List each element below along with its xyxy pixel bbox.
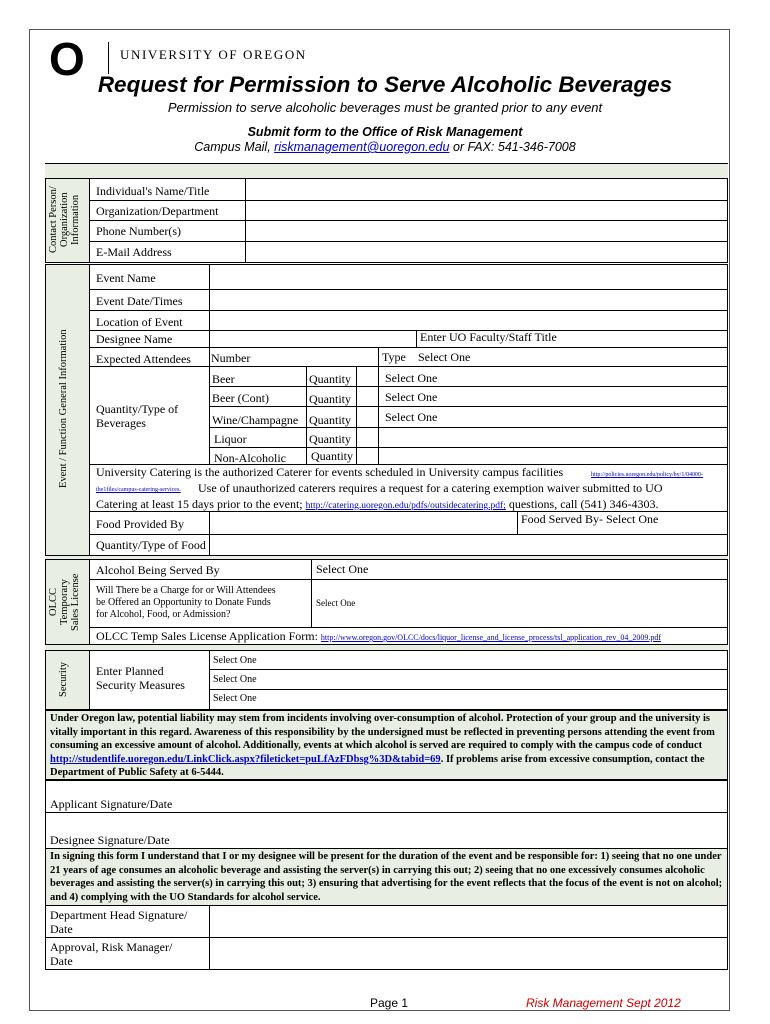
catering-line-2: Use of unauthorized caterers requires a request for a catering exemption waiver submitted to UO: [198, 481, 663, 495]
attendees-label: Expected Attendees: [96, 352, 191, 366]
dept-head-signature-field[interactable]: [211, 907, 726, 936]
email-label: E-Mail Address: [96, 245, 172, 259]
university-name: UNIVERSITY OF OREGON: [120, 47, 307, 62]
liquor-label: Liquor: [214, 432, 247, 446]
alcohol-served-label: Alcohol Being Served By: [96, 563, 220, 577]
wine-type-select[interactable]: Select One: [385, 410, 438, 424]
organization-field[interactable]: [247, 201, 726, 219]
applicant-signature-field[interactable]: [220, 782, 726, 811]
security-measures-label: Enter Planned Security Measures: [96, 664, 185, 692]
campus-contact: [0, 140, 770, 154]
food-served-select[interactable]: Food Served By- Select One: [521, 512, 659, 526]
form-subtitle: Permission to serve alcoholic beverages must be granted prior to any event: [167, 100, 603, 115]
event-side-label: Event / Function General Information: [58, 329, 69, 489]
security-side-label: Security: [58, 662, 69, 698]
charge-question: Will There be a Charge for or Will Attendees be Offered an Opportunity to Donate Funds for Alcohol, Food, or Admission?: [96, 585, 276, 620]
event-date-label: Event Date/Times: [96, 294, 183, 308]
catering-line-3: Catering at least 15 days prior to the event; http://catering.uoregon.edu/pdfs/outsidecatering.pdf; questions, call (541) 346-4303.: [96, 497, 659, 511]
liability-notice: Under Oregon law, potential liability may stem from incidents involving over-consumption of alcohol. Protection of your group and the university is vitally important in this regard. Awareness of this responsibility by the undersigned must be reflected in preventing persons attending the event from consuming an excessive amount of alcohol. Additionally, events at which alcohol is served are required to comply with the campus code of conduct http://studentlife.uoregon.edu/LinkClick.aspx?fileticket=puLfAzFDbsg%3D&tabid=69. If problems arise from excessive consumption, contact the Department of Public Safety at 6-5444.: [50, 713, 715, 778]
designee-field[interactable]: [211, 331, 415, 346]
liquor-quantity-label: Quantity: [309, 432, 351, 446]
phone-label: Phone Number(s): [96, 224, 181, 238]
catering-policy-link-2[interactable]: the1files/campus-catering-services.: [96, 487, 181, 493]
responsibility-statement: In signing this form I understand that I or my designee will be present for the duration of the event and be responsible for: 1) seeing that no one under 21 years of age consumes an alcoholic beverage and assisting the server(s) in carrying this out; 2) seeing that no one excessively consumes alcoholic beverages and assisting the server(s) in carrying this out; 3) ensuring that advertising for the event reflects that the focus of the event is not on alcohol; and 4) complying with the UO Standards for alcohol service.: [50, 851, 723, 903]
beer-label: Beer: [212, 372, 235, 386]
individual-name-field[interactable]: [247, 180, 726, 199]
campus-suffix: or FAX: 541-346-7008: [452, 140, 576, 154]
alcohol-served-select[interactable]: Select One: [316, 562, 369, 576]
risk-email-link[interactable]: riskmanagement@uoregon.edu: [274, 140, 450, 154]
event-date-field[interactable]: [211, 291, 726, 309]
wine-quantity-label: Quantity: [309, 413, 351, 427]
event-name-field[interactable]: [211, 266, 726, 288]
non-alcoholic-label: Non-Alcoholic: [214, 451, 286, 465]
type-label: Type: [382, 350, 406, 364]
designee-signature-label: Designee Signature/Date: [50, 833, 170, 847]
food-quantity-field[interactable]: [211, 535, 726, 555]
beer-quantity-label: Quantity: [309, 372, 351, 386]
olcc-side-label: OLCC Temporary Sales License: [48, 573, 81, 631]
page-number: Page 1: [370, 996, 409, 1010]
attendee-number-field[interactable]: [258, 349, 376, 365]
location-field[interactable]: [211, 312, 726, 329]
non-alcoholic-quantity-label: Quantity: [311, 449, 353, 463]
event-name-label: Event Name: [96, 271, 156, 285]
university-logo: O: [49, 33, 85, 85]
license-form-line: OLCC Temp Sales License Application Form: http://www.oregon.gov/OLCC/docs/liquor_license_and_license_process/tsl_application_rev_04_2009.pdf: [96, 629, 662, 643]
beer-cont-type-select[interactable]: Select One: [385, 390, 438, 404]
dept-head-signature-label: Department Head Signature/ Date: [50, 908, 188, 936]
food-provided-field[interactable]: [211, 512, 515, 533]
email-field[interactable]: [247, 242, 726, 262]
risk-manager-approval-label: Approval, Risk Manager/ Date: [50, 940, 173, 968]
license-form-link[interactable]: http://www.oregon.gov/OLCC/docs/liquor_license_and_license_process/tsl_application_rev_04_2009.pdf: [320, 633, 662, 642]
beer-type-select[interactable]: Select One: [385, 371, 438, 385]
code-of-conduct-link[interactable]: http://studentlife.uoregon.edu/LinkClick.aspx?fileticket=puLfAzFDbsg%3D&tabid=69: [50, 753, 441, 765]
catering-line-1: University Catering is the authorized Caterer for events scheduled in University campus facilities: [96, 465, 564, 479]
phone-field[interactable]: [247, 221, 726, 240]
campus-prefix: Campus Mail,: [194, 140, 271, 154]
contact-side-label: Contact Person/ Organization Information: [48, 186, 81, 254]
applicant-signature-label: Applicant Signature/Date: [50, 797, 173, 811]
individual-name-label: Individual's Name/Title: [96, 184, 210, 198]
security-select-1[interactable]: Select One: [213, 655, 257, 666]
uo-title-select[interactable]: Enter UO Faculty/Staff Title: [420, 330, 557, 344]
organization-label: Organization/Department: [96, 204, 219, 218]
beer-cont-quantity-label: Quantity: [309, 392, 351, 406]
catering-policy-link-1[interactable]: http://policies.uoregon.edu/policy/by/1/04000-: [591, 472, 703, 478]
beverages-label: Quantity/Type of Beverages: [96, 402, 179, 430]
charge-select[interactable]: Select One: [316, 598, 356, 608]
risk-manager-approval-field[interactable]: [211, 939, 726, 969]
logo-divider: [108, 42, 109, 74]
number-label: Number: [211, 351, 251, 365]
revision-date: Risk Management Sept 2012: [526, 996, 681, 1010]
food-provided-label: Food Provided By: [96, 517, 185, 531]
location-label: Location of Event: [96, 315, 183, 329]
food-quantity-label: Quantity/Type of Food: [96, 538, 206, 552]
designee-label: Designee Name: [96, 332, 173, 346]
attendee-type-select[interactable]: Select One: [418, 350, 471, 364]
outside-catering-link[interactable]: http://catering.uoregon.edu/pdfs/outsidecatering.pdf;: [305, 501, 506, 511]
designee-signature-field[interactable]: [220, 814, 726, 847]
security-select-3[interactable]: Select One: [213, 693, 257, 704]
security-select-2[interactable]: Select One: [213, 674, 257, 685]
wine-label: Wine/Champagne: [212, 413, 299, 427]
section-spacer: [45, 163, 728, 179]
form-title: Request for Permission to Serve Alcoholic Beverages: [97, 72, 673, 97]
beer-cont-label: Beer (Cont): [212, 391, 269, 405]
submit-instructions: Submit form to the Office of Risk Management: [247, 125, 523, 139]
